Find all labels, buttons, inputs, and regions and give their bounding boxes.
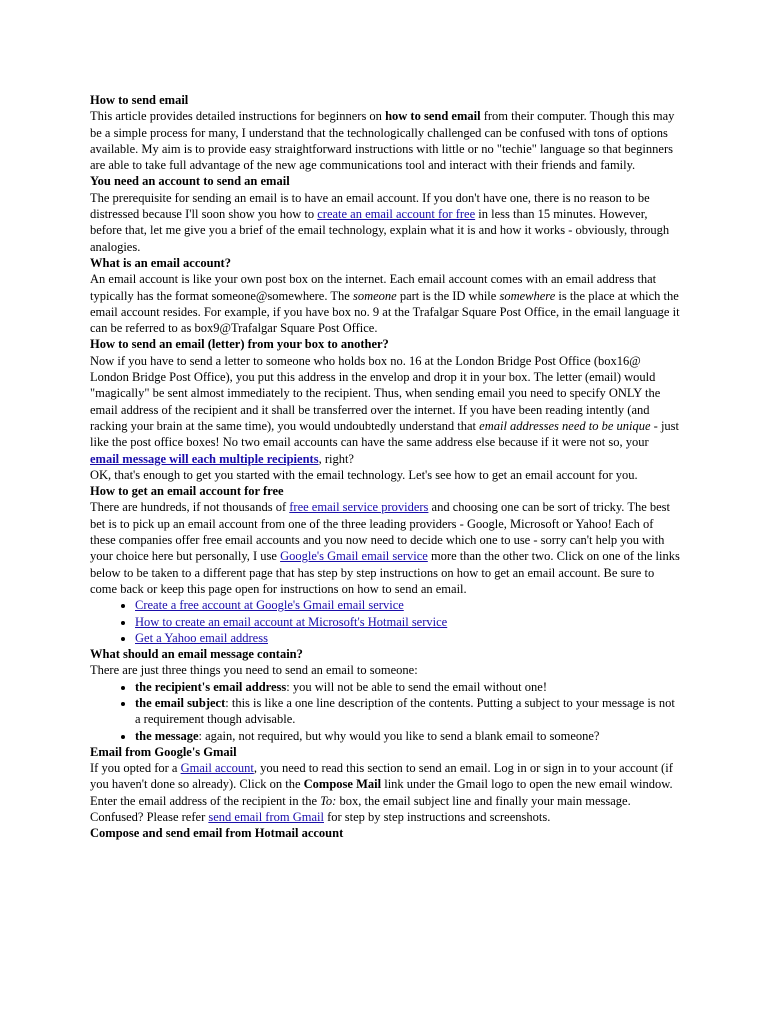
heading-what-is-account: What is an email account? xyxy=(90,255,231,270)
letter-italic: email addresses need to be unique xyxy=(479,418,651,433)
item-text: : you will not be able to send the email without one! xyxy=(286,679,547,694)
heading-send-letter: How to send an email (letter) from your box to another? xyxy=(90,337,389,352)
intro-text: This article provides detailed instructions for beginners on xyxy=(90,109,386,124)
hotmail-signup-link[interactable]: How to create an email account at Microsoft's Hotmail service xyxy=(135,614,448,629)
free-providers-link[interactable]: free email service providers xyxy=(289,500,429,515)
provider-links-list xyxy=(90,597,680,646)
account-text-c: is the place at which the email account resides. For example, if you have box no. 9 at the Trafalgar Square Post Office, in the email language it can be referred to as box9@Trafalgar Square Post Office. xyxy=(90,288,680,336)
need-account-paragraph xyxy=(90,190,680,255)
message-parts-list xyxy=(90,679,680,744)
heading-how-to-send-email: How to send email xyxy=(90,93,189,107)
list-item xyxy=(135,695,680,728)
account-text-b: part is the ID while xyxy=(396,288,500,303)
letter-text-a: Now if you have to send a letter to someone who holds box no. 16 at the London Bridge Post Office (box16@ London Bridge Post Office), you put this address in the envelop and drop it in your box. The letter (email) would "magically" be sent almost immediately to the recipient. Thus, when sending email you need to specify ONLY the email address of the recipient and it shall be transferred over the internet. If you have been reading intently (and racking your brain at the same time), you would undoubtedly understand that xyxy=(90,353,661,433)
item-bold: the message xyxy=(135,728,199,743)
list-item xyxy=(135,679,680,695)
to-italic: To: xyxy=(320,793,337,808)
gmail-text-c: link under the Gmail logo to open the new email window. Enter the email address of the recipient in the xyxy=(90,777,673,808)
heading-gmail: Email from Google's Gmail xyxy=(90,744,237,759)
gmail-text-e: for step by step instructions and screenshots. xyxy=(323,810,551,825)
send-letter-paragraph xyxy=(90,353,680,467)
compose-mail-bold: Compose Mail xyxy=(303,777,382,792)
gmail-text-b: , you need to read this section to send an email. Log in or sign in to your account (if you haven't done so already). Click on the xyxy=(90,761,673,792)
gmail-account-link[interactable]: Gmail account xyxy=(180,761,254,776)
heading-hotmail: Compose and send email from Hotmail account xyxy=(90,826,344,841)
item-text: : again, not required, but why would you like to send a blank email to someone? xyxy=(198,728,600,743)
heading-message-contents: What should an email message contain? xyxy=(90,647,303,662)
gmail-signup-link[interactable]: Create a free account at Google's Gmail email service xyxy=(135,598,404,613)
account-italic-somewhere: somewhere xyxy=(499,288,556,303)
create-account-link[interactable]: create an email account for free xyxy=(317,207,476,222)
list-item xyxy=(135,630,680,646)
get-account-paragraph xyxy=(90,499,680,597)
intro-text-rest: from their computer. Though this may be a simple process for many, I understand that the technologically challenged can be confused with tons of options available. My aim is to provide easy straightforward instructions with little or no "techie" language so that beginners are able to take full advantage of the new age communications tool and interact with their friends and family. xyxy=(90,109,675,173)
item-bold: the recipient's email address xyxy=(135,679,287,694)
intro-bold: how to send email xyxy=(385,109,481,124)
account-italic-someone: someone xyxy=(352,288,397,303)
intro-paragraph xyxy=(90,108,680,173)
gmail-service-link[interactable]: Google's Gmail email service xyxy=(280,549,428,564)
item-text: : this is like a one line description of the contents. Putting a subject to your message is not a requirement though advisable. xyxy=(135,695,675,727)
what-is-account-paragraph xyxy=(90,271,680,336)
providers-text-b: and choosing one can be sort of tricky. The best bet is to pick up an email account from one of the three leading providers - Google, Microsoft or Yahoo! Each of these companies offer free email accounts and you now need to decide which one to use - sorry can't help you with your choice here but personally, I use xyxy=(90,500,671,564)
gmail-text-a: If you opted for a xyxy=(90,761,181,776)
letter-text-c: , right? xyxy=(318,451,354,466)
ok-paragraph: OK, that's enough to get you started with the email technology. Let's see how to get an email account for you. xyxy=(90,467,638,482)
gmail-text-d: box, the email subject line and finally your main message. Confused? Please refer xyxy=(90,793,631,825)
list-item xyxy=(135,614,680,630)
yahoo-signup-link[interactable]: Get a Yahoo email address xyxy=(135,630,268,645)
providers-text-a: There are hundreds, if not thousands of xyxy=(90,500,290,515)
letter-text-b: - just like the post office boxes! No two email accounts can have the same address else because if it were not so, your xyxy=(90,418,680,450)
heading-get-free-account: How to get an email account for free xyxy=(90,484,284,499)
need-account-text-rest: in less than 15 minutes. However, before that, let me give you a brief of the email technology, explain what it is and how it works - obviously, through analogies. xyxy=(90,207,670,254)
send-email-gmail-link[interactable]: send email from Gmail xyxy=(208,810,324,825)
item-bold: the email subject xyxy=(135,695,226,710)
list-item xyxy=(135,597,680,613)
need-account-text: The prerequisite for sending an email is to have an email account. If you don't have one, there is no reason to be distressed because I'll soon show you how to xyxy=(90,190,650,222)
message-contents-intro: There are just three things you need to send an email to someone: xyxy=(90,663,418,678)
account-text-a: An email account is like your own post box on the internet. Each email account comes with an email address that typically has the format someone@somewhere. The xyxy=(90,272,657,303)
heading-need-account: You need an account to send an email xyxy=(90,174,290,189)
providers-text-c: more than the other two. Click on one of the links below to be taken to a different page that has step by step instructions on how to get an email account. Be sure to come back or keep this page open for instructions on how to send an email. xyxy=(90,549,680,596)
document-body xyxy=(90,92,680,842)
list-item xyxy=(135,728,680,744)
gmail-paragraph xyxy=(90,760,680,825)
multiple-recipients-link[interactable]: email message will each multiple recipients xyxy=(90,451,319,466)
